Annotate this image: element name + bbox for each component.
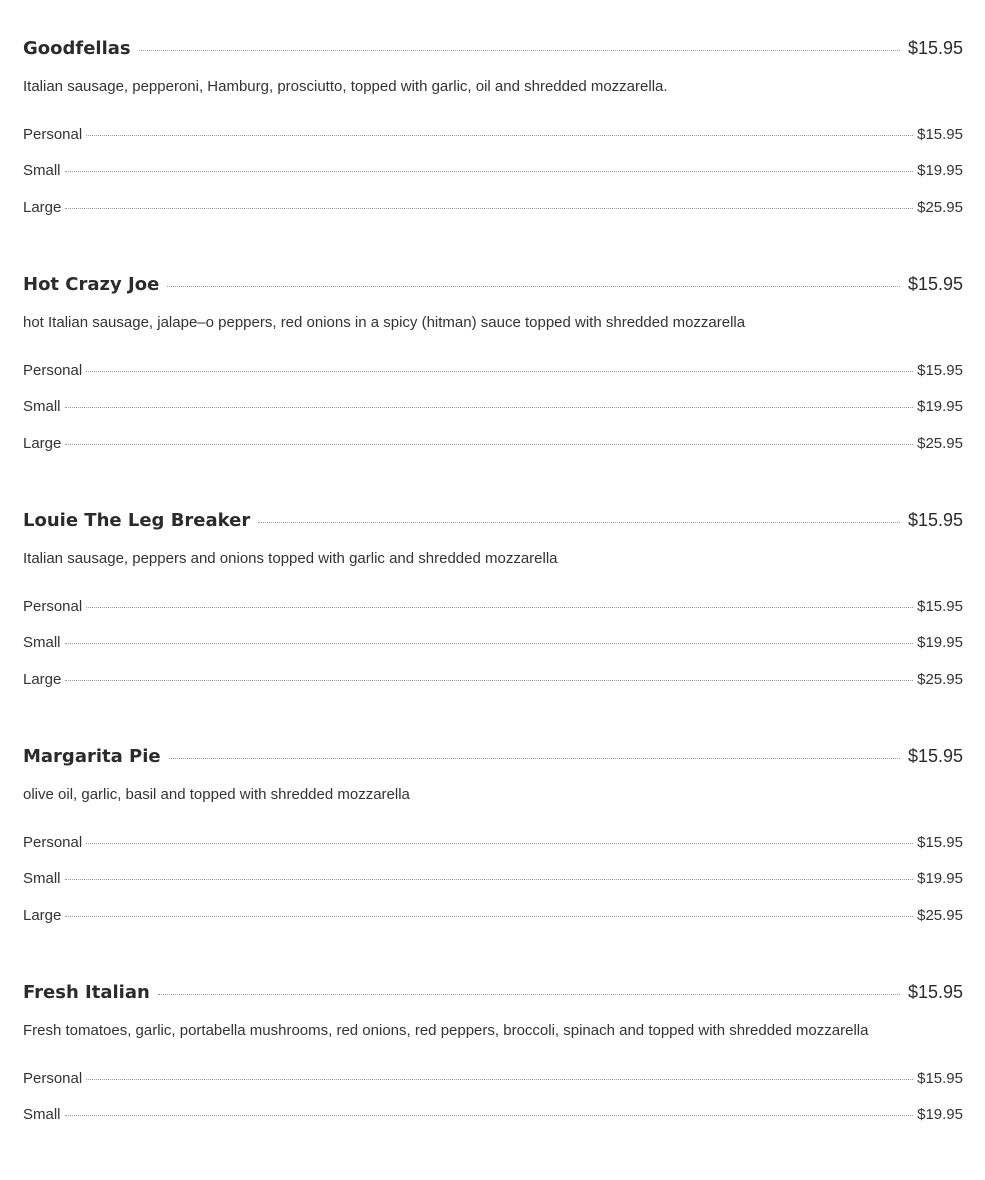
size-option-price: $19.95 [917, 634, 963, 651]
menu-item-description: olive oil, garlic, basil and topped with shredded mozzarella [23, 786, 410, 803]
size-option-label: Large [23, 199, 62, 216]
size-option-price: $15.95 [917, 834, 963, 851]
menu-item-name: Louie The Leg Breaker [23, 510, 251, 531]
size-option-row [23, 1070, 963, 1090]
dotted-leader [158, 993, 900, 995]
size-option-price: $25.95 [917, 435, 963, 452]
menu-list [23, 0, 963, 1180]
size-option-label: Small [23, 870, 61, 887]
dotted-leader [86, 606, 913, 608]
menu-item-header [23, 510, 963, 536]
menu-item-header [23, 38, 963, 64]
size-option-price: $15.95 [917, 126, 963, 143]
size-option-label: Large [23, 907, 62, 924]
menu-item-header [23, 982, 963, 1008]
menu-item-description: hot Italian sausage, jalape–o peppers, red onions in a spicy (hitman) sauce topped with shredded mozzarella [23, 314, 746, 331]
menu-item [23, 944, 963, 1180]
menu-item-name: Fresh Italian [23, 982, 150, 1003]
size-option-label: Large [23, 671, 62, 688]
menu-item-description: Fresh tomatoes, garlic, portabella mushrooms, red onions, red peppers, broccoli, spinach and topped with shredded mozzarella [23, 1022, 869, 1039]
menu-item-price: $15.95 [907, 38, 963, 58]
size-option-row [23, 435, 963, 455]
dotted-leader [86, 842, 913, 844]
size-option-price: $15.95 [917, 362, 963, 379]
size-option-row [23, 126, 963, 146]
size-option-row [23, 598, 963, 618]
dotted-leader [86, 134, 913, 136]
size-option-price: $19.95 [917, 870, 963, 887]
dotted-leader [65, 406, 914, 408]
size-option-row [23, 671, 963, 691]
dotted-leader [65, 642, 914, 644]
dotted-leader [167, 285, 900, 287]
menu-item-price: $15.95 [907, 982, 963, 1002]
size-option-row [23, 634, 963, 654]
dotted-leader [65, 207, 913, 209]
size-option-price: $19.95 [917, 1106, 963, 1123]
dotted-leader [65, 1114, 914, 1116]
size-option-label: Small [23, 162, 61, 179]
size-option-label: Personal [23, 834, 83, 851]
size-option-price: $19.95 [917, 162, 963, 179]
menu-item-price: $15.95 [907, 510, 963, 530]
size-option-row [23, 162, 963, 182]
menu-item-header [23, 274, 963, 300]
size-option-row [23, 870, 963, 890]
size-option-row [23, 398, 963, 418]
dotted-leader [139, 49, 900, 51]
size-option-label: Small [23, 1106, 61, 1123]
menu-item [23, 708, 963, 944]
size-option-price: $25.95 [917, 907, 963, 924]
size-option-row [23, 199, 963, 219]
size-option-price: $15.95 [917, 598, 963, 615]
size-option-label: Personal [23, 126, 83, 143]
dotted-leader [65, 679, 913, 681]
menu-item-name: Hot Crazy Joe [23, 274, 160, 295]
dotted-leader [65, 915, 913, 917]
size-option-label: Personal [23, 598, 83, 615]
dotted-leader [258, 521, 900, 523]
size-option-price: $25.95 [917, 671, 963, 688]
size-option-label: Personal [23, 362, 83, 379]
size-option-label: Personal [23, 1070, 83, 1087]
menu-item [23, 236, 963, 472]
size-option-row [23, 1106, 963, 1126]
menu-item-description: Italian sausage, pepperoni, Hamburg, prosciutto, topped with garlic, oil and shredded mozzarella. [23, 78, 668, 95]
size-option-row [23, 907, 963, 927]
size-option-price: $15.95 [917, 1070, 963, 1087]
dotted-leader [86, 370, 913, 372]
menu-item-header [23, 746, 963, 772]
menu-item-description: Italian sausage, peppers and onions topped with garlic and shredded mozzarella [23, 550, 558, 567]
dotted-leader [169, 757, 900, 759]
menu-item [23, 0, 963, 236]
size-option-label: Small [23, 398, 61, 415]
menu-item-name: Goodfellas [23, 38, 131, 59]
size-option-label: Small [23, 634, 61, 651]
dotted-leader [86, 1078, 913, 1080]
size-option-price: $19.95 [917, 398, 963, 415]
dotted-leader [65, 443, 913, 445]
dotted-leader [65, 878, 914, 880]
size-option-label: Large [23, 435, 62, 452]
size-option-row [23, 362, 963, 382]
size-option-price: $25.95 [917, 199, 963, 216]
size-option-row [23, 834, 963, 854]
menu-item-price: $15.95 [907, 746, 963, 766]
dotted-leader [65, 170, 914, 172]
menu-item-price: $15.95 [907, 274, 963, 294]
menu-item-name: Margarita Pie [23, 746, 161, 767]
menu-item [23, 472, 963, 708]
